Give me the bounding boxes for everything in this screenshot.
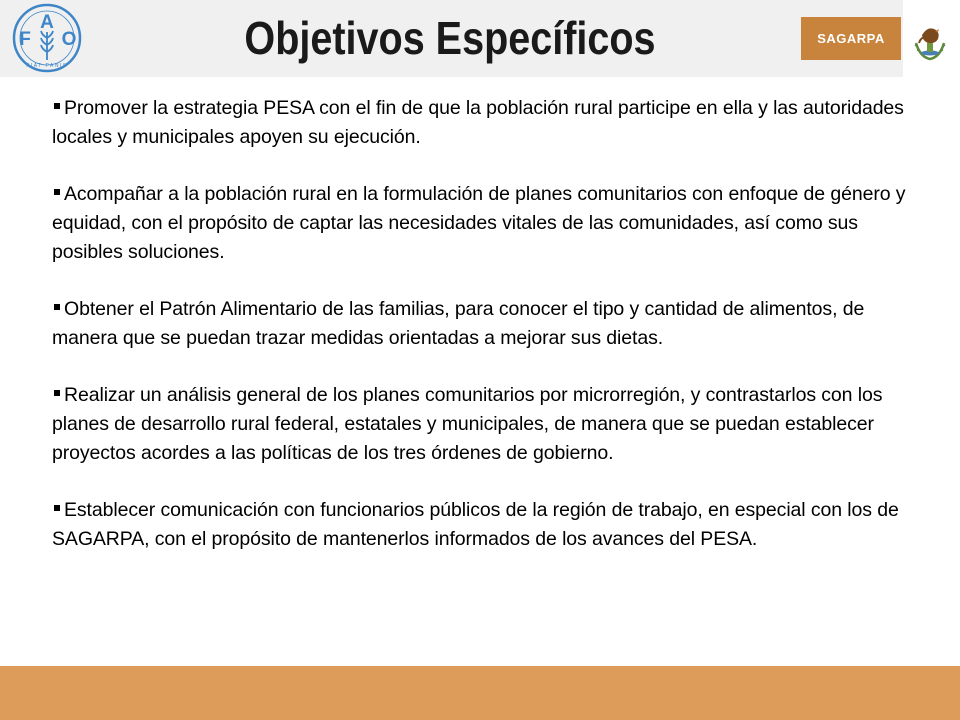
wheat-icon xyxy=(41,31,53,60)
objective-text: Establecer comunicación con funcionarios públicos de la región de trabajo, en especial con los de SAGARPA, con el propósito de mantenerlos informados de los avances del PESA. xyxy=(52,499,899,550)
objectives-list xyxy=(52,94,922,582)
list-item xyxy=(52,496,922,554)
list-item xyxy=(52,94,922,152)
objective-text: Acompañar a la población rural en la formulación de planes comunitarios con enfoque de género y equidad, con el propósito de captar las necesidades vitales de las comunidades, así como sus posibles soluciones. xyxy=(52,183,906,263)
objective-text: Obtener el Patrón Alimentario de las familias, para conocer el tipo y cantidad de alimentos, de manera que se puedan trazar medidas orientadas a mejorar sus dietas. xyxy=(52,298,865,349)
square-bullet-icon xyxy=(54,189,60,195)
list-item xyxy=(52,381,922,468)
escudo-nacional-mexicano-icon xyxy=(907,17,953,63)
fao-letter-o: O xyxy=(61,29,77,50)
objective-text: Promover la estrategia PESA con el fin de que la población rural participe en ella y las autoridades locales y municipales apoyen su ejecución. xyxy=(52,97,904,148)
square-bullet-icon xyxy=(54,390,60,396)
sagarpa-label: SAGARPA xyxy=(817,31,885,46)
fao-motto: FIAT PANIS xyxy=(26,63,68,69)
objective-text: Realizar un análisis general de los planes comunitarios por microrregión, y contrastarlos con los planes de desarrollo rural federal, estatales y municipales, de manera que se puedan establecer proyectos acordes a las políticas de los tres órdenes de gobierno. xyxy=(52,384,883,464)
list-item xyxy=(52,180,922,267)
footer-band xyxy=(0,666,960,720)
square-bullet-icon xyxy=(54,103,60,109)
page-title: Objetivos Específicos xyxy=(244,12,656,64)
sagarpa-logo xyxy=(801,17,901,60)
fao-logo xyxy=(8,2,86,74)
square-bullet-icon xyxy=(54,505,60,511)
fao-letter-f: F xyxy=(19,29,31,50)
square-bullet-icon xyxy=(54,304,60,310)
fao-letter-a: A xyxy=(40,12,54,33)
list-item xyxy=(52,295,922,353)
